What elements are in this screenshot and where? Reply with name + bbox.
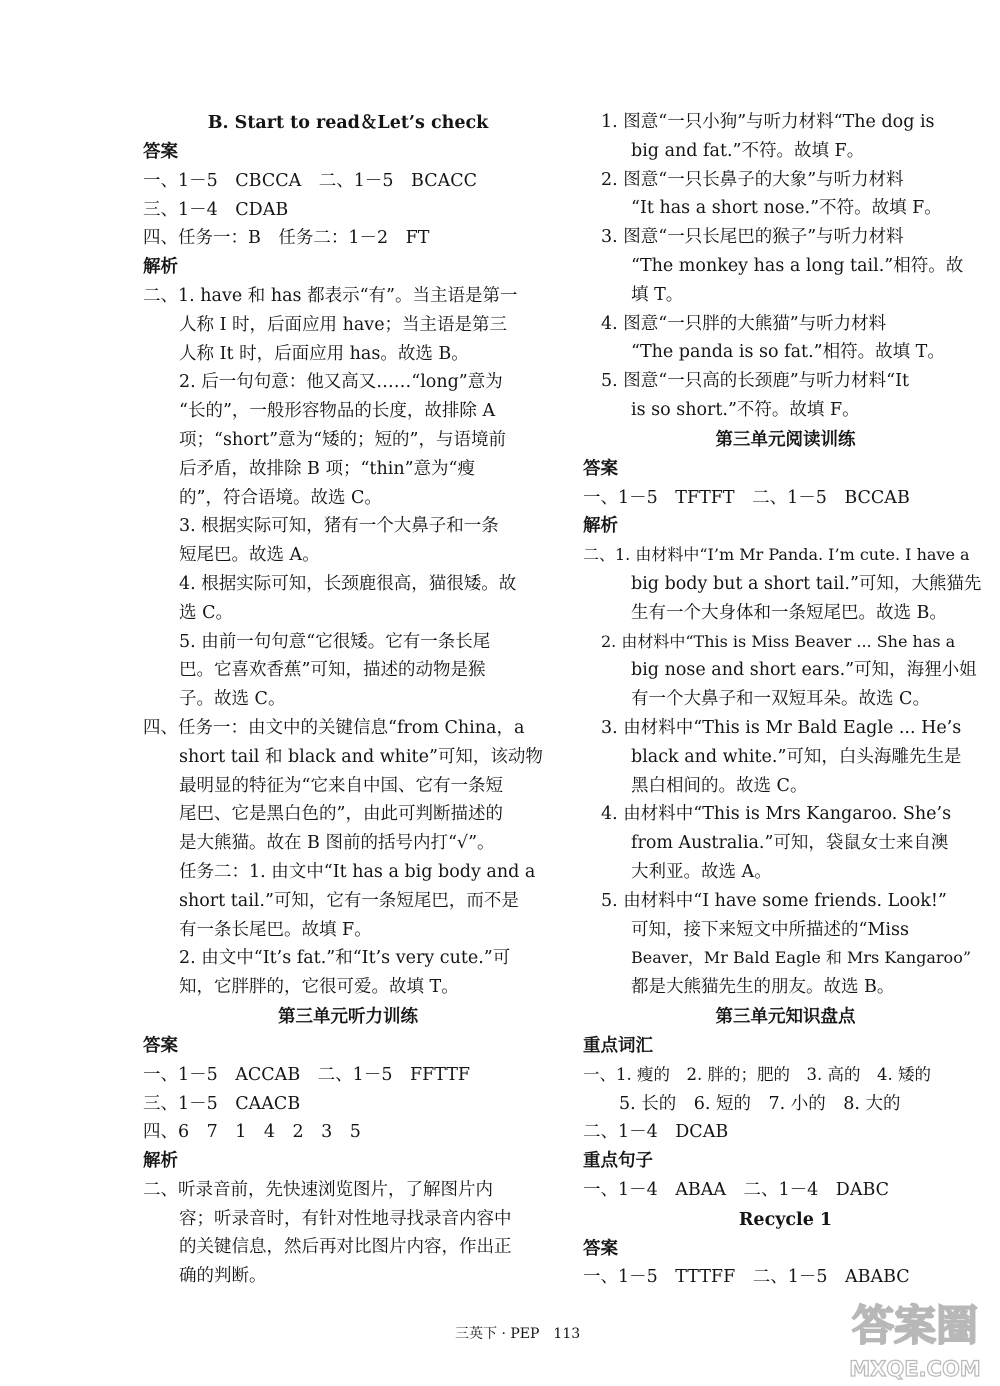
- analysis-line: 确的判断。: [179, 1266, 267, 1287]
- sentence-line: 一、1－4 ABAA 二、1－4 DABC: [583, 1179, 890, 1200]
- analysis-line: 4. 由材料中“This is Mrs Kangaroo. She’s: [601, 804, 952, 825]
- watermark-logo: [840, 1290, 990, 1382]
- analysis-line: “长的”，一般形容物品的长度，故排除 A: [179, 401, 496, 422]
- analysis-line: “The panda is so fat.”相符。故填 T。: [631, 342, 945, 363]
- analysis-line: big and fat.”不符。故填 F。: [631, 140, 865, 161]
- section-title-reading: 第三单元阅读训练: [715, 429, 856, 450]
- analysis-line: 有一个大鼻子和一双短耳朵。故选 C。: [631, 689, 930, 710]
- analysis-line: 3. 图意“一只长尾巴的猴子”与听力材料: [601, 227, 904, 248]
- analysis-line: black and white.”可知，白头海雕先生是: [631, 746, 962, 767]
- analysis-line: 填 T。: [631, 284, 684, 305]
- analysis-line: short tail 和 black and white”可知，该动物: [179, 746, 543, 767]
- analysis-line: is so short.”不符。故填 F。: [631, 399, 860, 420]
- analysis-line: 二、听录音前，先快速浏览图片，了解图片内: [143, 1179, 493, 1200]
- analysis-line: 二、1. have 和 has 都表示“有”。当主语是第一: [143, 285, 518, 306]
- answers-label: 答案: [143, 1035, 178, 1056]
- analysis-line: “It has a short nose.”不符。故填 F。: [631, 198, 942, 219]
- answers-label: 答案: [143, 142, 178, 162]
- answer-line: 一、1－5 TTTFF 二、1－5 ABABC: [583, 1267, 910, 1288]
- sentence-label: 重点句子: [583, 1151, 653, 1172]
- page-footer: 三英下 · PEP 113: [455, 1326, 581, 1342]
- analysis-line: short tail.”可知，它有一条短尾巴，而不是: [179, 890, 519, 911]
- analysis-line: 1. 图意“一只小狗”与听力材料“The dog is: [601, 112, 935, 132]
- analysis-line: 5. 由前一句句意“它很矮。它有一条长尾: [179, 631, 491, 652]
- analysis-line: 人称 It 时，后面应用 has。故选 B。: [179, 343, 469, 364]
- analysis-label: 解析: [143, 257, 178, 278]
- analysis-line: 巴。它喜欢香蕉”可知，描述的动物是猴: [179, 660, 486, 681]
- analysis-line: 容；听录音时，有针对性地寻找录音内容中: [179, 1208, 512, 1229]
- analysis-line: 知，它胖胖的，它很可爱。故填 T。: [179, 977, 459, 998]
- answer-line: 一、1－5 CBCCA 二、1－5 BCACC: [143, 170, 478, 191]
- analysis-label: 解析: [583, 516, 618, 537]
- analysis-line: 2. 图意“一只长鼻子的大象”与听力材料: [601, 169, 904, 190]
- analysis-line: 的关键信息，然后再对比图片内容，作出正: [179, 1237, 512, 1258]
- analysis-line: 是大熊猫。故在 B 图前的括号内打“√”。: [179, 833, 495, 854]
- analysis-line: 3. 根据实际可知，猪有一个大鼻子和一条: [179, 516, 499, 537]
- analysis-line: 的”，符合语境。故选 C。: [179, 487, 382, 508]
- analysis-line: “The monkey has a long tail.”相符。故: [631, 255, 964, 276]
- analysis-line: 最明显的特征为“它来自中国、它有一条短: [179, 775, 503, 796]
- analysis-line: 4. 图意“一只胖的大熊猫”与听力材料: [601, 313, 887, 334]
- analysis-line: 2. 由文中“It’s fat.”和“It’s very cute.”可: [179, 948, 511, 969]
- analysis-line: 二、1. 由材料中“I’m Mr Panda. I’m cute. I have a: [583, 545, 970, 565]
- vocab-line: 二、1－4 DCAB: [583, 1122, 729, 1143]
- answer-line: 四、任务一：B 任务二：1－2 FT: [143, 228, 430, 249]
- vocab-line: 一、1. 瘦的 2. 胖的；肥的 3. 高的 4. 矮的: [583, 1064, 931, 1084]
- vocab-line: 5. 长的 6. 短的 7. 小的 8. 大的: [619, 1093, 901, 1114]
- watermark-logo-text: 答案圈: [851, 1301, 979, 1350]
- analysis-line: 项；“short”意为“矮的；短的”，与语境前: [179, 429, 506, 450]
- analysis-line: 任务二：1. 由文中“It has a big body and a: [179, 861, 536, 882]
- answer-line: 三、1－4 CDAB: [143, 199, 289, 220]
- analysis-line: big nose and short ears.”可知，海狸小姐: [631, 660, 977, 681]
- analysis-line: 3. 由材料中“This is Mr Bald Eagle ... He’s: [601, 717, 962, 738]
- answer-line: 三、1－5 CAACB: [143, 1093, 301, 1114]
- analysis-line: 2. 由材料中“This is Miss Beaver ... She has a: [601, 631, 956, 651]
- analysis-line: from Australia.”可知，袋鼠女士来自澳: [631, 833, 949, 854]
- analysis-line: big body but a short tail.”可知，大熊猫先: [631, 573, 982, 594]
- analysis-line: 生有一个大身体和一条短尾巴。故选 B。: [631, 602, 947, 623]
- analysis-line: 尾巴、它是黑白色的”，由此可判断描述的: [179, 804, 503, 825]
- section-title-knowledge: 第三单元知识盘点: [715, 1006, 856, 1027]
- vocab-label: 重点词汇: [583, 1035, 653, 1056]
- answer-line: 一、1－5 ACCAB 二、1－5 FFTTF: [143, 1064, 471, 1085]
- analysis-line: 子。故选 C。: [179, 689, 286, 710]
- section-title-listening: 第三单元听力训练: [278, 1006, 418, 1027]
- analysis-line: 都是大熊猫先生的朋友。故选 B。: [631, 977, 895, 998]
- analysis-line: 黑白相间的。故选 C。: [631, 775, 808, 796]
- analysis-line: 短尾巴。故选 A。: [179, 545, 320, 566]
- answers-label: 答案: [583, 1238, 618, 1259]
- right-column: [583, 108, 988, 1292]
- answers-label: 答案: [583, 458, 618, 479]
- answer-line: 四、6 7 1 4 2 3 5: [143, 1122, 361, 1143]
- analysis-line: 人称 I 时，后面应用 have；当主语是第三: [179, 314, 508, 335]
- analysis-line: 大利亚。故选 A。: [631, 861, 772, 882]
- section-title-b: B. Start to read＆Let’s check: [207, 113, 489, 133]
- left-column: [143, 108, 553, 1291]
- watermark-site-text: MXQE.COM: [849, 1357, 981, 1381]
- analysis-line: 四、任务一：由文中的关键信息“from China，a: [143, 717, 525, 738]
- analysis-line: Beaver，Mr Bald Eagle 和 Mrs Kangaroo”: [631, 948, 972, 968]
- analysis-line: 有一条长尾巴。故填 F。: [179, 919, 372, 940]
- section-title-recycle: Recycle 1: [738, 1209, 833, 1230]
- analysis-line: 5. 由材料中“I have some friends. Look!”: [601, 890, 947, 911]
- analysis-line: 5. 图意“一只高的长颈鹿”与听力材料“It: [601, 371, 910, 392]
- analysis-line: 后矛盾，故排除 B 项；“thin”意为“瘦: [179, 458, 475, 479]
- answer-line: 一、1－5 TFTFT 二、1－5 BCCAB: [583, 487, 910, 508]
- analysis-line: 2. 后一句句意：他又高又……“long”意为: [179, 372, 503, 393]
- analysis-line: 选 C。: [179, 602, 233, 623]
- analysis-line: 可知，接下来短文中所描述的“Miss: [631, 919, 909, 940]
- analysis-line: 4. 根据实际可知，长颈鹿很高，猫很矮。故: [179, 573, 517, 594]
- analysis-label: 解析: [143, 1151, 178, 1172]
